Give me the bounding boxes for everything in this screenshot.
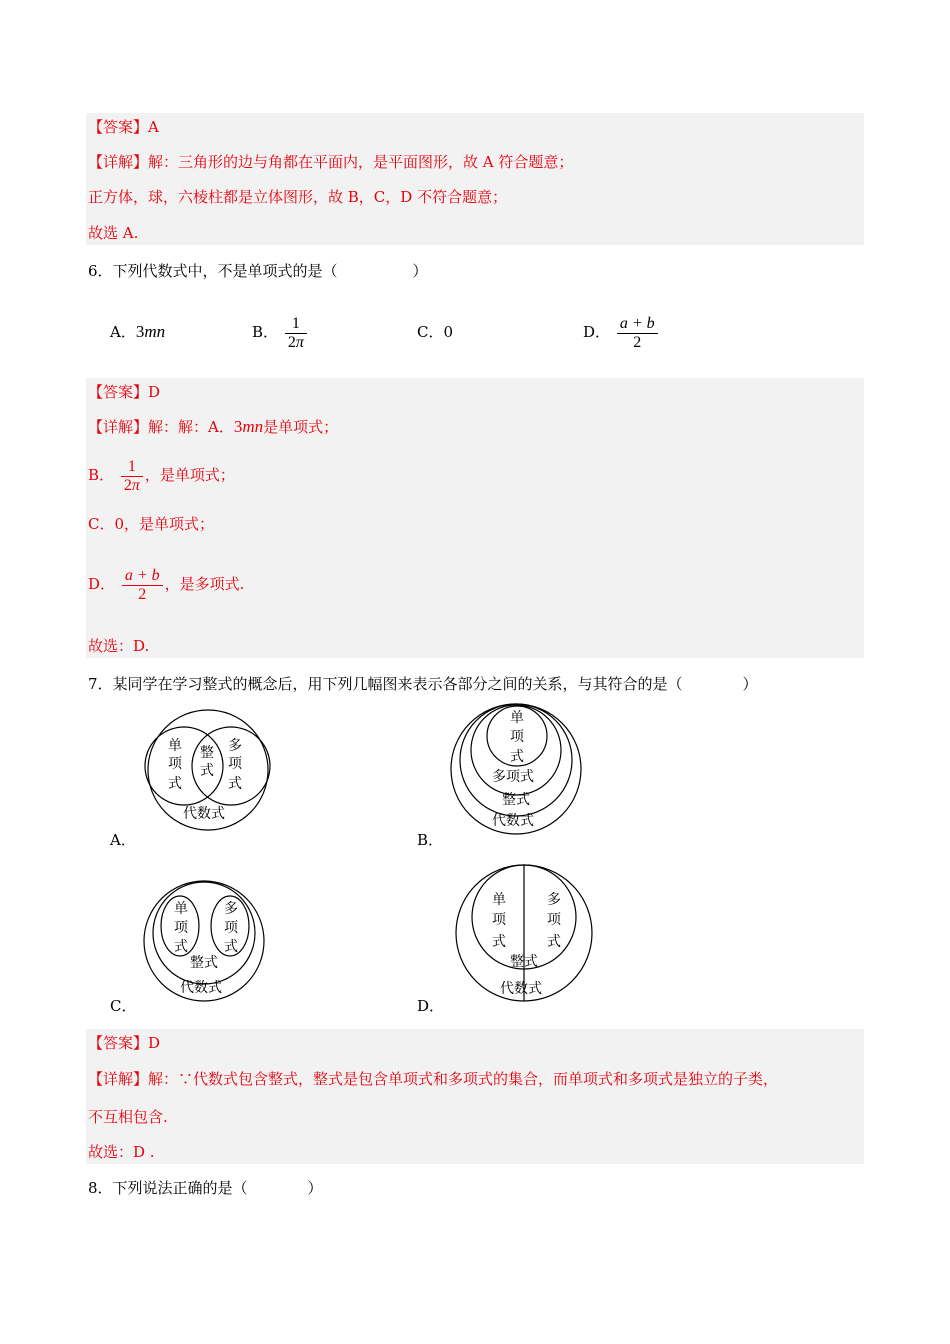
q6-detail-b: B． $\frac{1}{2\pi}$ ，是单项式； [88,457,235,494]
polynomial-label: 多 [224,901,238,917]
integral-label: 整 [200,745,214,761]
q6-option-b-fraction: $\frac{1}{2\pi}$ [285,315,307,352]
integral-label: 整式 [190,955,218,971]
q6-detail-a: 【详解】解：解：A．3mn是单项式； [88,417,339,436]
q7-diagram-c [140,880,270,1002]
q7-option-c-label: C． [110,997,137,1015]
q6-option-d: D． $\frac{a + b}{2}$ [583,310,660,354]
algebraic-label: 代数式 [180,980,222,996]
polynomial-label: 多项式 [492,769,534,785]
q5-detail-line2: 正方体，球，六棱柱都是立体图形，故 B，C，D 不符合题意； [88,188,508,206]
polynomial-label: 式 [228,776,242,792]
algebraic-label: 代数式 [492,813,534,829]
integral-label: 整式 [502,792,530,808]
polynomial-label: 项 [228,756,242,772]
q7-detail-line2: 不互相包含. [88,1108,168,1126]
q8-stem: 8．下列说法正确的是（ ） [88,1179,323,1197]
q6-option-c: C．0 [417,323,454,341]
q5-answer-panel [86,113,864,245]
integral-label: 整式 [510,954,538,970]
q7-option-d-label: D． [417,997,445,1015]
q6-detail-c: C．0，是单项式； [88,515,215,533]
q6-detail-d-fraction: $\frac{a + b}{2}$ [122,567,163,604]
q7-answer-panel [86,1029,864,1164]
q6-detail-d: D． $\frac{a + b}{2}$ ，是多项式. [88,566,245,603]
q7-answer: 【答案】D [88,1034,161,1052]
q6-conclusion: 故选：D. [88,637,150,655]
q6-option-d-fraction: $\frac{a + b}{2}$ [617,315,658,352]
q6-detail-b-fraction: $\frac{1}{2\pi}$ [121,458,143,495]
monomial-label: 单 [174,901,188,917]
polynomial-label: 多 [547,892,561,908]
q6-answer: 【答案】D [88,383,161,401]
q7-option-b-label: B． [417,831,444,849]
polynomial-label: 项 [224,920,238,936]
monomial-label: 单 [510,710,524,726]
polynomial-label: 式 [224,939,238,955]
monomial-label: 式 [174,939,188,955]
monomial-label: 式 [510,749,524,765]
monomial-label: 式 [168,776,182,792]
polynomial-label: 式 [547,934,561,950]
q5-detail-line3: 故选 A. [88,224,139,242]
q7-stem: 7．某同学在学习整式的概念后，用下列几幅图来表示各部分之间的关系，与其符合的是（ ） [88,675,758,693]
q5-detail-line1: 【详解】解：三角形的边与角都在平面内，是平面图形，故 A 符合题意； [88,153,574,171]
monomial-label: 项 [492,912,506,928]
algebraic-label: 代数式 [500,981,542,997]
q7-option-a-label: A． [110,831,136,849]
polynomial-label: 项 [547,912,561,928]
q5-answer: 【答案】A [88,118,159,136]
polynomial-label: 多 [228,738,242,754]
q6-option-b: B． $\frac{1}{2\pi}$ [252,310,309,354]
q6-stem: 6．下列代数式中，不是单项式的是（ ） [88,262,428,280]
q7-diagram-b [446,703,586,837]
q7-diagram-a [140,708,280,832]
monomial-label: 单 [168,738,182,754]
monomial-label: 项 [174,920,188,936]
q6-option-a: A．3mn [110,322,166,341]
integral-label: 式 [200,763,214,779]
monomial-label: 项 [168,756,182,772]
monomial-label: 项 [510,729,524,745]
q7-diagram-d [454,863,596,1005]
q7-conclusion: 故选：D . [88,1143,155,1161]
q7-detail-line1: 【详解】解：∵代数式包含整式，整式是包含单项式和多项式的集合，而单项式和多项式是独立的子类， [88,1070,779,1088]
monomial-label: 式 [492,934,506,950]
monomial-label: 单 [492,892,506,908]
algebraic-label: 代数式 [183,806,225,822]
